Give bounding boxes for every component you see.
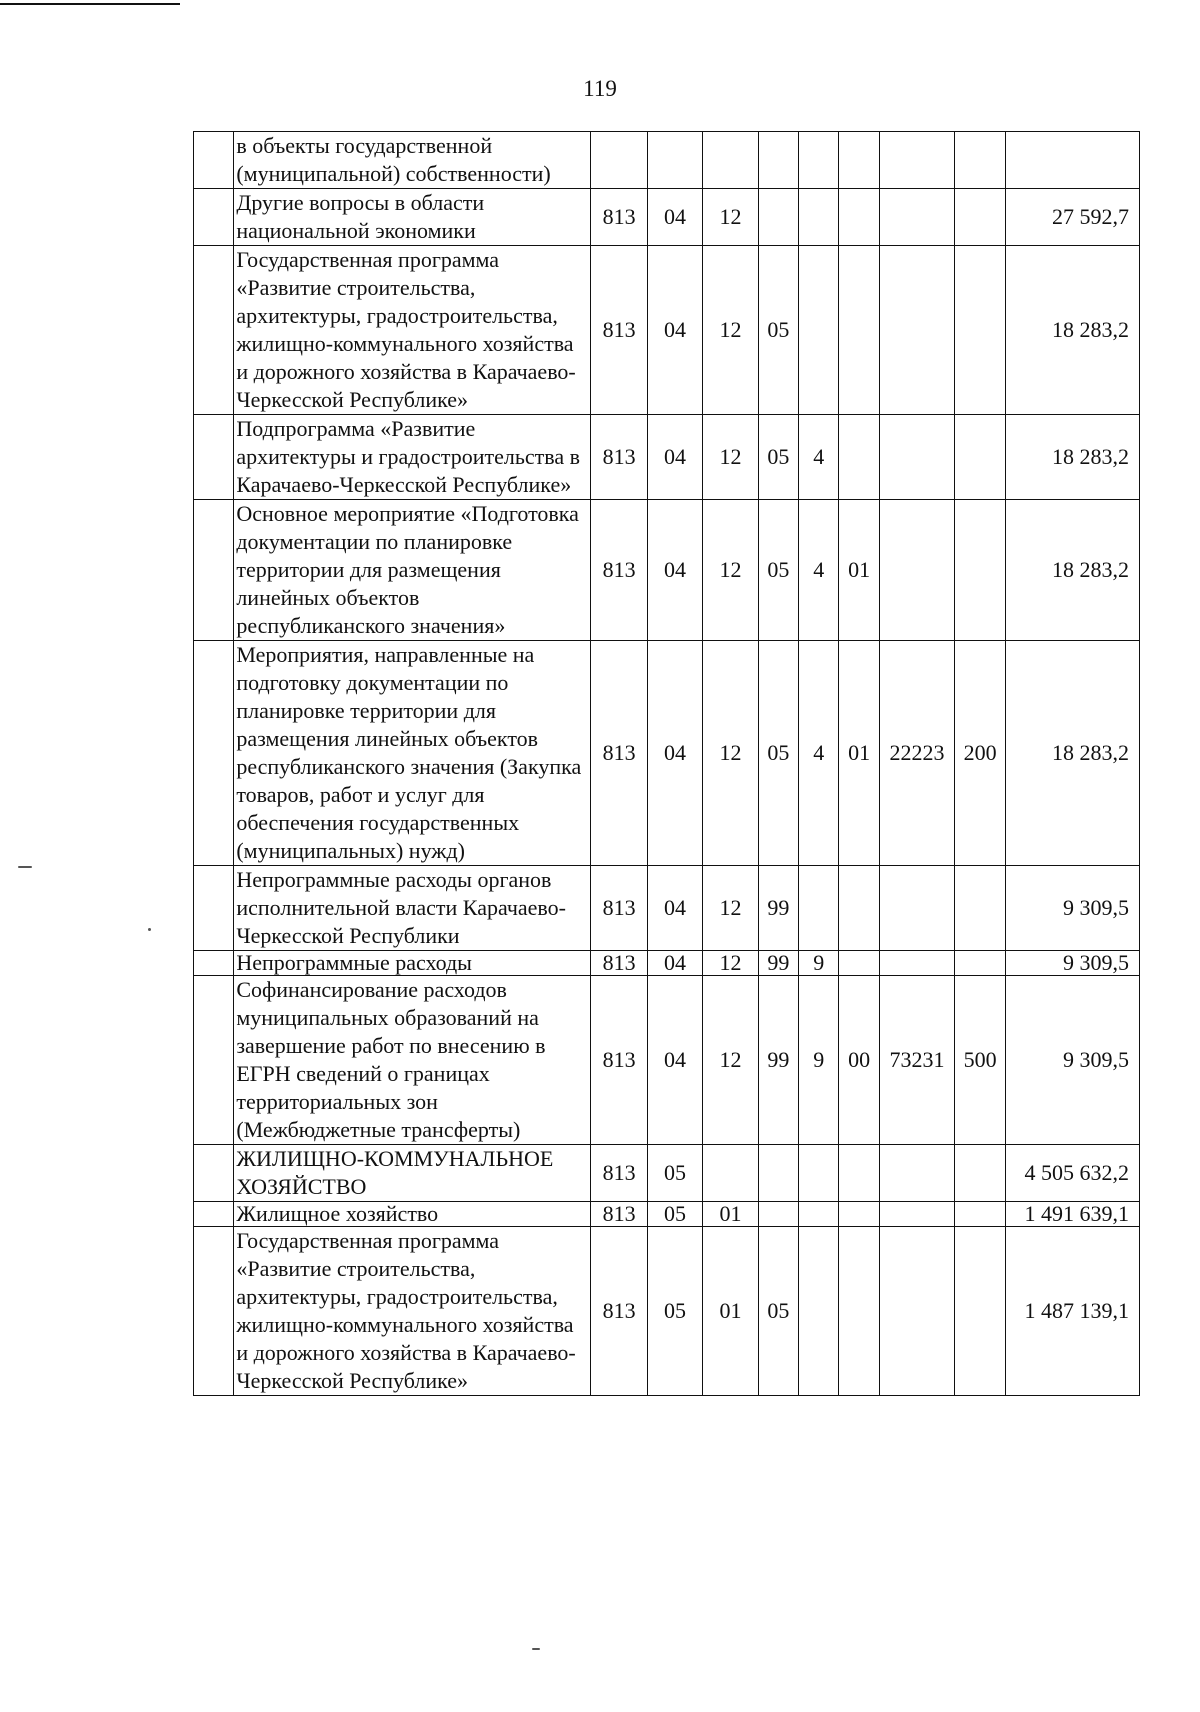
item-name-cell: Государственная программа «Развитие строительства, архитектуры, градостроительства, жилищно-коммунального хозяйства и дорожного хозяйства в Карачаево-Черкесской Республике» [234, 246, 591, 415]
program-cell: 05 [758, 1227, 798, 1396]
item-name-cell: Государственная программа «Развитие строительства, архитектуры, градостроительства, жилищно-коммунального хозяйства и дорожного хозяйства в Карачаево-Черкесской Республике» [234, 1227, 591, 1396]
amount-cell: 27 592,7 [1005, 189, 1139, 246]
direction-cell [879, 246, 955, 415]
program-cell: 05 [758, 246, 798, 415]
amount-cell: 18 283,2 [1005, 246, 1139, 415]
subprogram-cell [799, 246, 839, 415]
admin-code-cell: 813 [591, 1202, 647, 1227]
program-cell: 99 [758, 951, 798, 976]
direction-cell [879, 415, 955, 500]
direction-cell: 73231 [879, 976, 955, 1145]
direction-cell [879, 951, 955, 976]
table-row [194, 1145, 1140, 1202]
table-row [194, 189, 1140, 246]
table-row [194, 866, 1140, 951]
amount-cell: 1 491 639,1 [1005, 1202, 1139, 1227]
admin-code-cell: 813 [591, 1227, 647, 1396]
admin-code-cell: 813 [591, 246, 647, 415]
row-index-cell [194, 1227, 234, 1396]
expense-type-cell: 500 [955, 976, 1005, 1145]
item-name-cell: ЖИЛИЩНО-КОММУНАЛЬНОЕ ХОЗЯЙСТВО [234, 1145, 591, 1202]
subsection-cell: 12 [703, 866, 758, 951]
subsection-cell [703, 132, 758, 189]
amount-cell: 18 283,2 [1005, 415, 1139, 500]
amount-cell [1005, 132, 1139, 189]
subsection-cell [703, 1145, 758, 1202]
row-index-cell [194, 641, 234, 866]
subprogram-cell: 4 [799, 415, 839, 500]
section-cell: 04 [647, 976, 702, 1145]
expense-type-cell: 200 [955, 641, 1005, 866]
subsection-cell: 12 [703, 951, 758, 976]
subsection-cell: 12 [703, 415, 758, 500]
amount-cell: 1 487 139,1 [1005, 1227, 1139, 1396]
expense-type-cell [955, 189, 1005, 246]
section-cell [647, 132, 702, 189]
direction-cell [879, 866, 955, 951]
event-cell [839, 1202, 879, 1227]
item-name-cell: Софинансирование расходов муниципальных образований на завершение работ по внесению в ЕГРН сведений о границах территориальных зон (Межбюджетные трансферты) [234, 976, 591, 1145]
row-index-cell [194, 500, 234, 641]
table-row [194, 976, 1140, 1145]
program-cell: 99 [758, 976, 798, 1145]
subprogram-cell [799, 1145, 839, 1202]
direction-cell [879, 1202, 955, 1227]
row-index-cell [194, 132, 234, 189]
program-cell: 05 [758, 500, 798, 641]
item-name-cell: Подпрограмма «Развитие архитектуры и градостроительства в Карачаево-Черкесской Республике» [234, 415, 591, 500]
admin-code-cell: 813 [591, 951, 647, 976]
expense-type-cell [955, 415, 1005, 500]
table-row [194, 951, 1140, 976]
section-cell: 04 [647, 866, 702, 951]
subprogram-cell [799, 866, 839, 951]
admin-code-cell: 813 [591, 189, 647, 246]
row-index-cell [194, 951, 234, 976]
admin-code-cell: 813 [591, 1145, 647, 1202]
amount-cell: 4 505 632,2 [1005, 1145, 1139, 1202]
expense-type-cell [955, 866, 1005, 951]
admin-code-cell [591, 132, 647, 189]
event-cell: 01 [839, 500, 879, 641]
subsection-cell: 12 [703, 189, 758, 246]
event-cell [839, 246, 879, 415]
section-cell: 05 [647, 1227, 702, 1396]
row-index-cell [194, 189, 234, 246]
admin-code-cell: 813 [591, 866, 647, 951]
subprogram-cell [799, 1227, 839, 1396]
event-cell [839, 189, 879, 246]
item-name-cell: Основное мероприятие «Подготовка документации по планировке территории для размещения линейных объектов республиканского значения» [234, 500, 591, 641]
direction-cell [879, 1227, 955, 1396]
row-index-cell [194, 1202, 234, 1227]
program-cell: 99 [758, 866, 798, 951]
expense-type-cell [955, 246, 1005, 415]
table-row [194, 641, 1140, 866]
expense-type-cell [955, 1227, 1005, 1396]
table-row [194, 500, 1140, 641]
direction-cell [879, 189, 955, 246]
subprogram-cell: 4 [799, 500, 839, 641]
section-cell: 04 [647, 641, 702, 866]
event-cell [839, 1227, 879, 1396]
subprogram-cell [799, 132, 839, 189]
section-cell: 04 [647, 415, 702, 500]
item-name-cell: Непрограммные расходы [234, 951, 591, 976]
expense-type-cell [955, 1202, 1005, 1227]
table-row [194, 1227, 1140, 1396]
subprogram-cell: 4 [799, 641, 839, 866]
event-cell [839, 1145, 879, 1202]
scan-artifact [532, 1648, 540, 1650]
amount-cell: 9 309,5 [1005, 976, 1139, 1145]
expense-type-cell [955, 1145, 1005, 1202]
subsection-cell: 01 [703, 1227, 758, 1396]
program-cell [758, 1202, 798, 1227]
section-cell: 04 [647, 500, 702, 641]
subprogram-cell: 9 [799, 976, 839, 1145]
subsection-cell: 12 [703, 500, 758, 641]
table-body [194, 132, 1140, 1396]
page-number: 119 [583, 76, 617, 101]
amount-cell: 18 283,2 [1005, 500, 1139, 641]
row-index-cell [194, 976, 234, 1145]
event-cell [839, 951, 879, 976]
subprogram-cell [799, 189, 839, 246]
item-name-cell: в объекты государственной (муниципальной) собственности) [234, 132, 591, 189]
row-index-cell [194, 1145, 234, 1202]
section-cell: 04 [647, 951, 702, 976]
scan-top-rule [0, 3, 180, 5]
row-index-cell [194, 415, 234, 500]
row-index-cell [194, 866, 234, 951]
event-cell [839, 415, 879, 500]
item-name-cell: Другие вопросы в области национальной экономики [234, 189, 591, 246]
direction-cell: 22223 [879, 641, 955, 866]
item-name-cell: Непрограммные расходы органов исполнительной власти Карачаево-Черкесской Республики [234, 866, 591, 951]
direction-cell [879, 500, 955, 641]
direction-cell [879, 1145, 955, 1202]
admin-code-cell: 813 [591, 641, 647, 866]
admin-code-cell: 813 [591, 976, 647, 1145]
subprogram-cell [799, 1202, 839, 1227]
event-cell: 00 [839, 976, 879, 1145]
section-cell: 05 [647, 1202, 702, 1227]
amount-cell: 9 309,5 [1005, 951, 1139, 976]
table-row [194, 132, 1140, 189]
event-cell [839, 132, 879, 189]
subsection-cell: 12 [703, 976, 758, 1145]
subsection-cell: 12 [703, 641, 758, 866]
row-index-cell [194, 246, 234, 415]
table-row [194, 415, 1140, 500]
program-cell: 05 [758, 641, 798, 866]
subsection-cell: 12 [703, 246, 758, 415]
subprogram-cell: 9 [799, 951, 839, 976]
table-row [194, 246, 1140, 415]
expense-type-cell [955, 500, 1005, 641]
amount-cell: 18 283,2 [1005, 641, 1139, 866]
program-cell [758, 1145, 798, 1202]
program-cell [758, 132, 798, 189]
subsection-cell: 01 [703, 1202, 758, 1227]
program-cell: 05 [758, 415, 798, 500]
section-cell: 04 [647, 246, 702, 415]
item-name-cell: Жилищное хозяйство [234, 1202, 591, 1227]
section-cell: 05 [647, 1145, 702, 1202]
scan-artifact [18, 866, 32, 868]
event-cell: 01 [839, 641, 879, 866]
table-row [194, 1202, 1140, 1227]
scan-artifact [148, 928, 151, 931]
admin-code-cell: 813 [591, 415, 647, 500]
budget-table [193, 131, 1140, 1396]
admin-code-cell: 813 [591, 500, 647, 641]
expense-type-cell [955, 132, 1005, 189]
expense-type-cell [955, 951, 1005, 976]
section-cell: 04 [647, 189, 702, 246]
event-cell [839, 866, 879, 951]
direction-cell [879, 132, 955, 189]
amount-cell: 9 309,5 [1005, 866, 1139, 951]
item-name-cell: Мероприятия, направленные на подготовку документации по планировке территории для размещения линейных объектов республиканского значения (Закупка товаров, работ и услуг для обеспечения государственных (муниципальных) нужд) [234, 641, 591, 866]
program-cell [758, 189, 798, 246]
